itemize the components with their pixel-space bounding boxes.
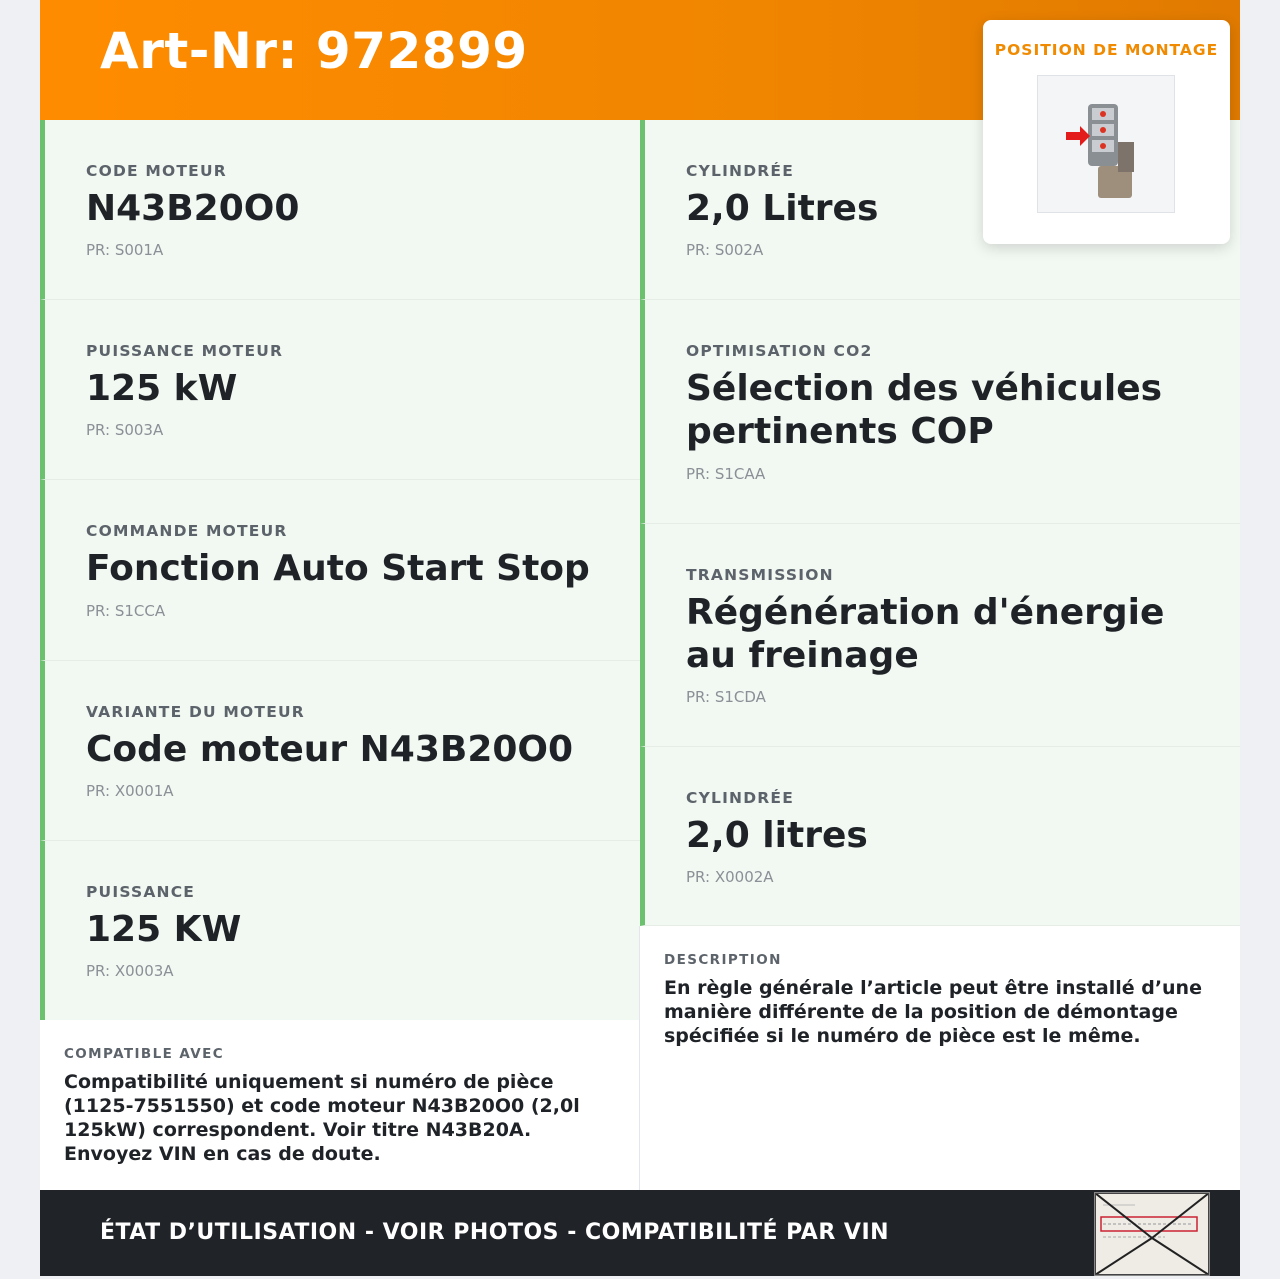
spec-value: 125 kW bbox=[86, 368, 238, 409]
footer-text: ÉTAT D’UTILISATION - VOIR PHOTOS - COMPATIBILITÉ PAR VIN bbox=[100, 1220, 890, 1245]
description-box bbox=[640, 926, 1240, 1190]
spec-pr-code: PR: S003A bbox=[86, 421, 164, 439]
compatibility-title: COMPATIBLE AVEC bbox=[64, 1046, 225, 1062]
column-divider bbox=[639, 926, 640, 1190]
part-label-photo-image bbox=[1094, 1192, 1210, 1276]
spec-column-left bbox=[40, 120, 640, 1021]
footer-bar bbox=[40, 1190, 1240, 1276]
spec-value: 2,0 litres bbox=[686, 815, 868, 856]
compatibility-box bbox=[40, 1020, 640, 1190]
description-text: En règle générale l’article peut être installé d’une manière différente de la position de démontage spécifiée si le numéro de pièce est le même. bbox=[664, 977, 1202, 1047]
spec-value: Régénération d'énergie au freinage bbox=[686, 592, 1165, 676]
spec-label: PUISSANCE MOTEUR bbox=[86, 342, 284, 360]
spec-value: Sélection des véhicules pertinents COP bbox=[686, 368, 1163, 452]
spec-label: COMMANDE MOTEUR bbox=[86, 522, 288, 540]
spec-label: CODE MOTEUR bbox=[86, 162, 227, 180]
spec-value: Code moteur N43B20O0 bbox=[86, 729, 574, 770]
spec-pr-code: PR: S1CDA bbox=[686, 688, 766, 706]
spec-card bbox=[40, 300, 640, 480]
compatibility-text: Compatibilité uniquement si numéro de pièce (1125-7551550) et code moteur N43B20O0 (2,0l 125kW) correspondent. Voir titre N43B20A. Envoyez VIN en cas de doute. bbox=[64, 1071, 580, 1165]
spec-pr-code: PR: S1CCA bbox=[86, 602, 166, 620]
spec-card bbox=[640, 300, 1240, 524]
spec-card bbox=[40, 841, 640, 1021]
description-title: DESCRIPTION bbox=[664, 952, 782, 968]
spec-card bbox=[40, 661, 640, 841]
spec-pr-code: PR: S1CAA bbox=[686, 465, 766, 483]
spec-card bbox=[40, 480, 640, 661]
spec-label: VARIANTE DU MOTEUR bbox=[86, 703, 305, 721]
engine-mounting-image bbox=[1037, 75, 1175, 213]
spec-pr-code: PR: X0002A bbox=[686, 868, 774, 886]
article-number-title: Art-Nr: 972899 bbox=[100, 22, 528, 80]
spec-pr-code: PR: S002A bbox=[686, 241, 764, 259]
spec-pr-code: PR: X0003A bbox=[86, 962, 174, 980]
spec-label: CYLINDRÉE bbox=[686, 162, 794, 180]
spec-pr-code: PR: X0001A bbox=[86, 782, 174, 800]
spec-value: 125 KW bbox=[86, 909, 242, 950]
mounting-position-card bbox=[983, 20, 1230, 244]
spec-pr-code: PR: S001A bbox=[86, 241, 164, 259]
spec-card bbox=[640, 524, 1240, 747]
spec-card bbox=[40, 120, 640, 300]
spec-label: OPTIMISATION CO2 bbox=[686, 342, 873, 360]
spec-value: 2,0 Litres bbox=[686, 188, 879, 229]
spec-label: PUISSANCE bbox=[86, 883, 196, 901]
spec-label: CYLINDRÉE bbox=[686, 789, 794, 807]
mounting-position-title: POSITION DE MONTAGE bbox=[994, 41, 1219, 59]
spec-value: Fonction Auto Start Stop bbox=[86, 548, 590, 589]
spec-card bbox=[640, 747, 1240, 926]
spec-label: TRANSMISSION bbox=[686, 566, 834, 584]
spec-value: N43B20O0 bbox=[86, 188, 300, 229]
